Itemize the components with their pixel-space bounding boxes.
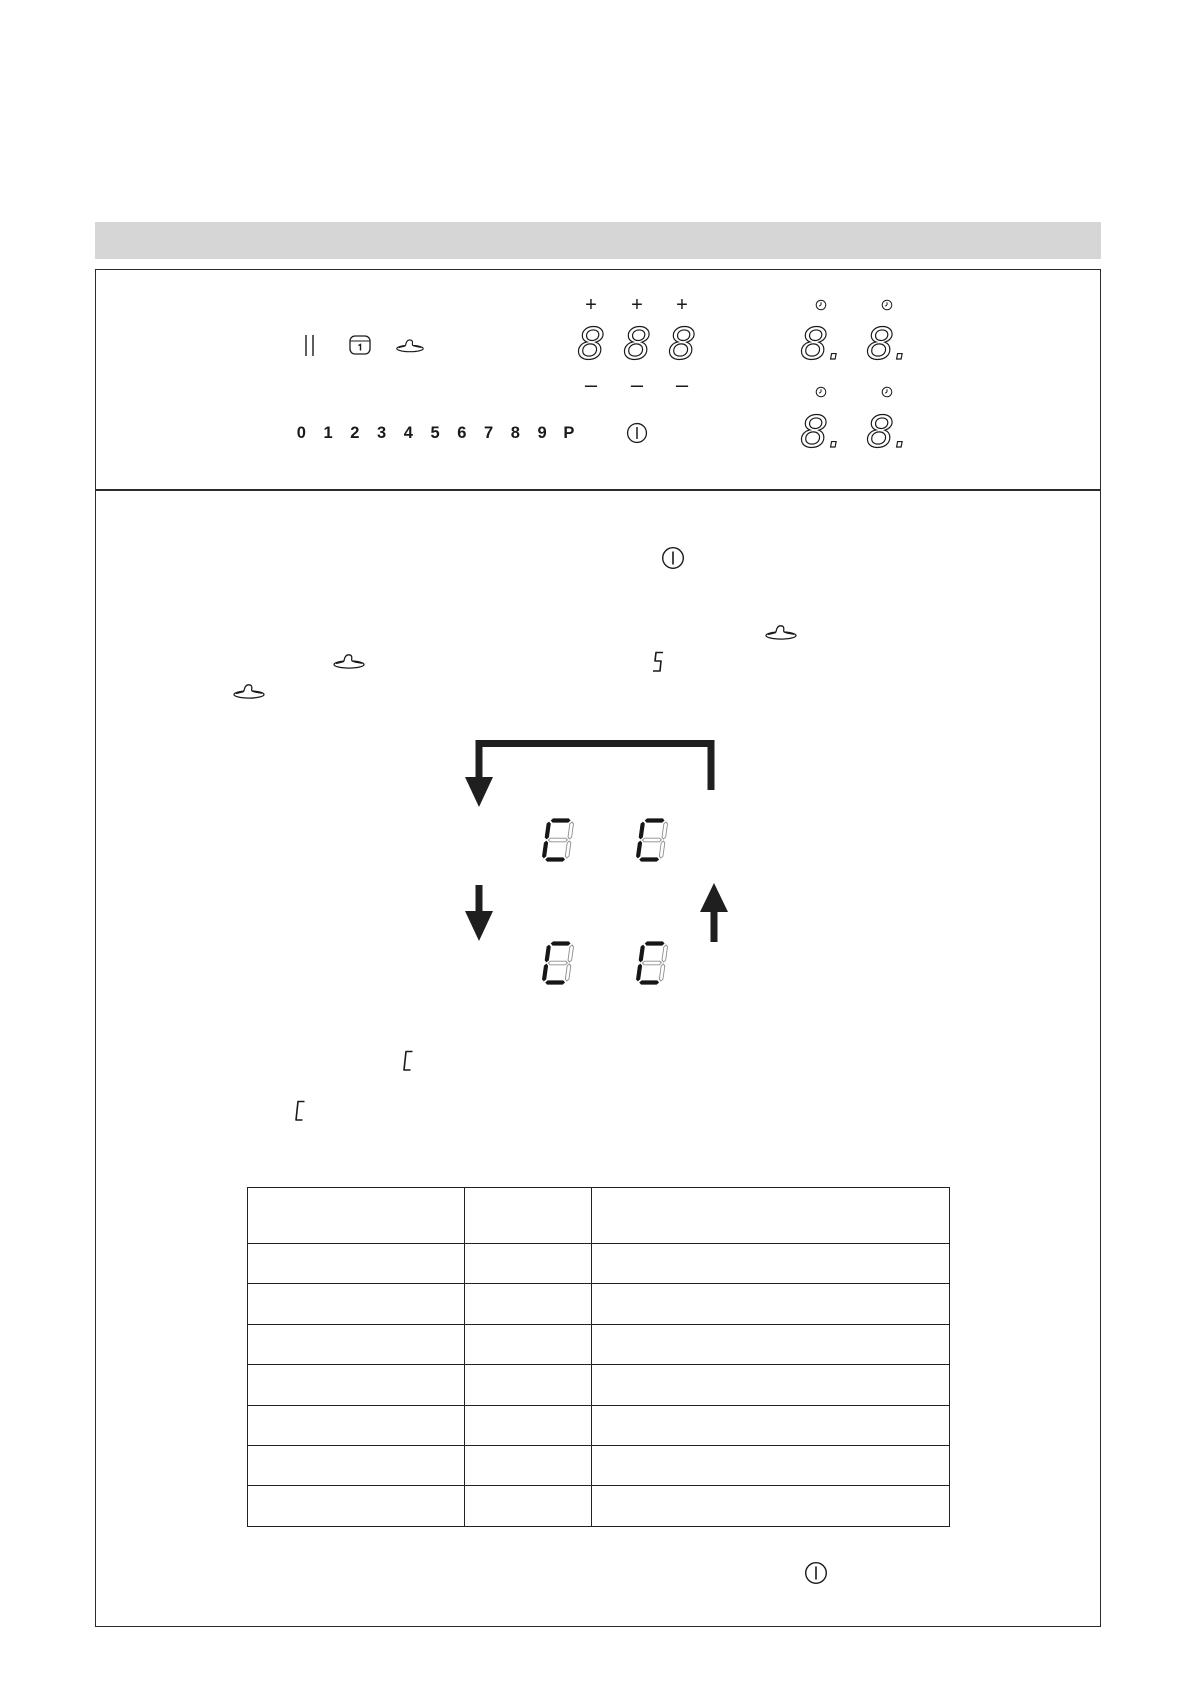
zone-2-minus-button: –	[630, 372, 644, 397]
zone-1-minus-button: –	[584, 372, 598, 397]
segment-c	[659, 841, 665, 858]
segment-e	[542, 841, 548, 858]
timer-4-display: 8.	[866, 407, 908, 458]
table-row	[248, 1405, 950, 1445]
table-cell	[465, 1284, 592, 1324]
table-cell	[248, 1324, 465, 1364]
segment-d	[639, 858, 659, 862]
zone-3-plus-button: +	[676, 294, 688, 316]
segment-e	[636, 964, 642, 981]
table-cell	[465, 1365, 592, 1405]
segment-f	[545, 822, 551, 839]
table-cell	[465, 1405, 592, 1445]
timer-3-display: 8.	[800, 407, 842, 458]
segment-a	[645, 819, 665, 823]
power-level-label: 1	[323, 424, 333, 442]
power-level-label: P	[563, 424, 575, 442]
segment-f	[545, 945, 551, 962]
table-row	[248, 1284, 950, 1324]
panel-divider	[95, 489, 1101, 491]
segment-g	[642, 961, 662, 965]
table-row	[248, 1445, 950, 1485]
segment-a	[551, 819, 571, 823]
power-level-label: 0	[296, 424, 306, 442]
cycle-arrow-head	[465, 777, 493, 807]
timer-icon	[815, 299, 827, 311]
power-level-label: 5	[430, 424, 440, 442]
segment-b	[568, 945, 574, 962]
flow-diagram	[450, 735, 750, 995]
up-arrow	[700, 883, 728, 942]
table-header-cell	[592, 1188, 950, 1244]
power-icon	[626, 422, 648, 444]
segment-s-icon	[651, 650, 665, 674]
lock-icon	[348, 334, 372, 356]
segment-e	[542, 964, 548, 981]
section-header-bar	[95, 222, 1101, 259]
zone-2-plus-button: +	[631, 294, 643, 316]
timer-icon	[881, 299, 893, 311]
table-cell	[465, 1486, 592, 1526]
flow-display-digit	[636, 942, 669, 985]
power-level-label: 9	[537, 424, 547, 442]
segment-b	[662, 822, 668, 839]
table-cell	[592, 1244, 950, 1284]
table-header-cell	[465, 1188, 592, 1244]
table-row	[248, 1486, 950, 1526]
table-cell	[248, 1244, 465, 1284]
segment-d	[545, 858, 565, 862]
zone-3-display: 8	[668, 319, 696, 370]
segment-c	[565, 841, 571, 858]
table-cell	[465, 1244, 592, 1284]
segment-d	[639, 981, 659, 985]
table-header-row	[248, 1188, 950, 1244]
power-level-label: 6	[457, 424, 467, 442]
table-cell	[592, 1445, 950, 1485]
zone-3-minus-button: –	[675, 372, 689, 397]
timer-icon	[815, 386, 827, 398]
table-cell	[592, 1324, 950, 1364]
timer-2-display: 8.	[866, 319, 908, 370]
segment-g	[642, 838, 662, 842]
table-cell	[592, 1486, 950, 1526]
power-level-label: 8	[510, 424, 520, 442]
timer-1-display: 8.	[800, 319, 842, 370]
timer-icon	[881, 386, 893, 398]
table-cell	[592, 1284, 950, 1324]
flow-display-digit	[542, 942, 575, 985]
segment-g	[548, 961, 568, 965]
segment-b	[568, 822, 574, 839]
zone-1-plus-button: +	[585, 294, 597, 316]
segment-a	[551, 942, 571, 946]
power-level-label: 2	[350, 424, 360, 442]
power-level-label: 3	[377, 424, 387, 442]
flow-display-digit	[542, 819, 575, 862]
table-cell	[592, 1365, 950, 1405]
pan-icon	[764, 623, 798, 640]
segment-c	[659, 964, 665, 981]
table-row	[248, 1324, 950, 1364]
table-cell	[248, 1365, 465, 1405]
power-level-label: 7	[484, 424, 494, 442]
segment-f	[639, 822, 645, 839]
table-cell	[248, 1284, 465, 1324]
table-cell	[248, 1445, 465, 1485]
table-row	[248, 1244, 950, 1284]
flow-display-digit	[636, 819, 669, 862]
table-row	[248, 1365, 950, 1405]
zone-2-display: 8	[623, 319, 651, 370]
table-cell	[592, 1405, 950, 1445]
pan-icon	[232, 682, 266, 699]
segment-c	[565, 964, 571, 981]
table-cell	[248, 1486, 465, 1526]
power-level-label: 4	[403, 424, 413, 442]
segment-c-icon	[293, 1099, 307, 1123]
zone-1-display: 8	[577, 319, 605, 370]
table-cell	[248, 1405, 465, 1445]
pause-icon	[300, 334, 320, 357]
cycle-bracket	[479, 744, 711, 791]
settings-table	[247, 1187, 950, 1527]
segment-a	[645, 942, 665, 946]
pan-icon	[395, 337, 425, 353]
table-cell	[465, 1324, 592, 1364]
power-level-scale	[288, 422, 582, 444]
power-icon	[661, 546, 685, 570]
down-arrow	[465, 885, 493, 941]
power-icon	[804, 1561, 828, 1585]
segment-d	[545, 981, 565, 985]
pan-icon	[332, 652, 366, 669]
table-header-cell	[248, 1188, 465, 1244]
segment-e	[636, 841, 642, 858]
table-cell	[465, 1445, 592, 1485]
segment-f	[639, 945, 645, 962]
segment-g	[548, 838, 568, 842]
segment-b	[662, 945, 668, 962]
segment-c-icon	[401, 1049, 415, 1073]
